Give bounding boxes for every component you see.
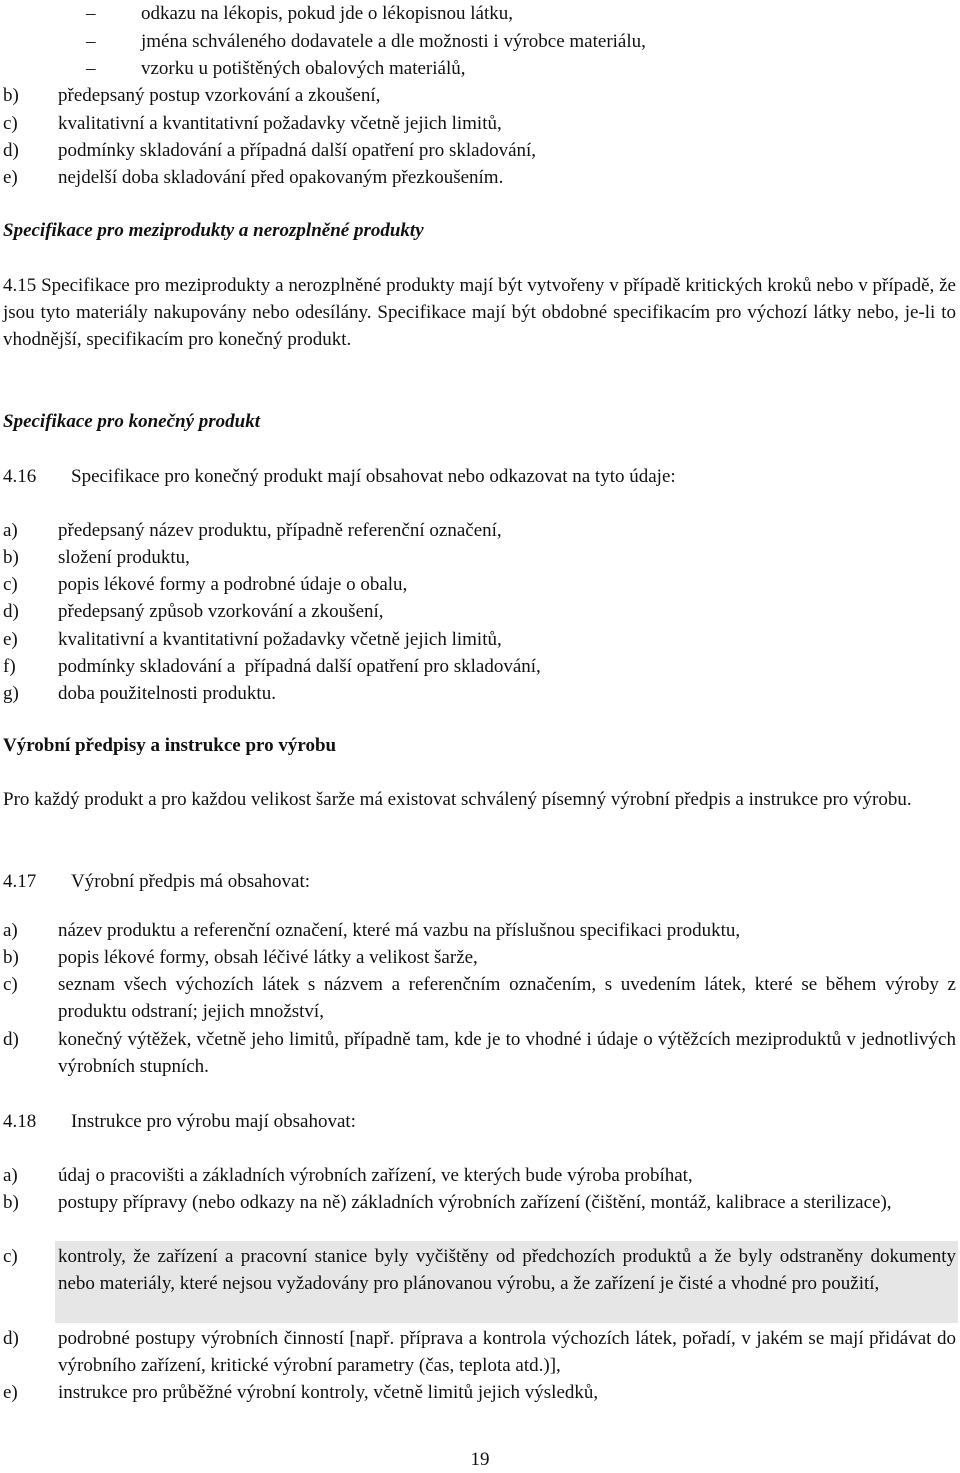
clause-number: 4.17 [3,871,37,892]
page-number: 19 [470,1449,490,1470]
section-heading: Specifikace pro meziprodukty a nerozplněné produkty [3,220,424,241]
list-marker: b) [3,947,19,968]
list-marker: b) [3,85,19,106]
list-marker: b) [3,1192,19,1213]
list-marker: d) [3,601,19,622]
list-text: podrobné postupy výrobních činností [např. příprava a kontrola výchozích látek, pořadí, v jakém se mají přidávat do výrobního zařízení, kritické výrobní parametry (čas, teplota atd.)], [58,1328,956,1376]
list-marker: c) [3,974,18,995]
dash-marker: – [86,31,96,52]
list-text: složení produktu, [58,547,190,568]
clause-text: Instrukce pro výrobu mají obsahovat: [71,1111,356,1132]
list-text: nejdelší doba skladování před opakovaným přezkoušením. [58,167,504,188]
list-text: postupy přípravy (nebo odkazy na ně) základních výrobních zařízení (čištění, montáž, kalibrace a sterilizace), [58,1192,892,1213]
section-heading: Specifikace pro konečný produkt [3,411,261,432]
list-text: konečný výtěžek, včetně jeho limitů, případně tam, kde je to vhodné i údaje o výtěžcích meziproduktů v jednotlivých výrobních stupních. [58,1029,956,1077]
dash-item-text: odkazu na lékopis, pokud jde o lékopisnou látku, [141,3,514,24]
list-marker: e) [3,629,18,650]
list-text: podmínky skladování a případná další opatření pro skladování, [58,656,541,677]
list-marker: a) [3,1165,18,1186]
clause-number: 4.16 [3,466,37,487]
paragraph-production: Pro každý produkt a pro každou velikost šarže má existovat schválený písemný výrobní předpis a instrukce pro výrobu. [3,789,912,810]
list-text: kvalitativní a kvantitativní požadavky včetně jejich limitů, [58,629,502,650]
clause-text: Specifikace pro konečný produkt mají obsahovat nebo odkazovat na tyto údaje: [71,466,676,487]
list-marker: a) [3,920,18,941]
list-text: doba použitelnosti produktu. [58,683,276,704]
list-text: název produktu a referenční označení, které má vazbu na příslušnou specifikaci produktu, [58,920,741,941]
list-marker: d) [3,1029,19,1050]
list-marker: d) [3,1328,19,1349]
dash-item-text: jména schváleného dodavatele a dle možnosti i výrobce materiálu, [141,31,646,52]
paragraph-4-15: 4.15 Specifikace pro meziprodukty a nerozplněné produkty mají být vytvořeny v případě kritických kroků nebo v případě, že jsou tyto materiály nakupovány nebo odesílány. Specifikace mají být obdobné specifikacím pro výchozí látky nebo, je-li to vhodnější, specifikacím pro konečný produkt. [3,275,956,350]
list-text: předepsaný způsob vzorkování a zkoušení, [58,601,384,622]
list-marker: e) [3,167,18,188]
list-marker: c) [3,574,18,595]
list-marker: b) [3,547,19,568]
list-text: údaj o pracovišti a základních výrobních zařízení, ve kterých bude výroba probíhat, [58,1165,693,1186]
clause-number: 4.18 [3,1111,37,1132]
list-text: podmínky skladování a případná další opatření pro skladování, [58,140,537,161]
list-text: popis lékové formy a podrobné údaje o obalu, [58,574,408,595]
list-marker: e) [3,1382,18,1403]
list-marker: a) [3,520,18,541]
list-text: instrukce pro průběžné výrobní kontroly, včetně limitů jejich výsledků, [58,1382,599,1403]
list-text: kvalitativní a kvantitativní požadavky včetně jejich limitů, [58,113,502,134]
dash-item-text: vzorku u potištěných obalových materiálů, [141,58,466,79]
list-text: kontroly, že zařízení a pracovní stanice byly vyčištěny od předchozích produktů a že byly odstraněny dokumenty nebo materiály, které nejsou vyžadovány pro plánovanou výrobu, a že zařízení je čisté a vhodné pro použití, [58,1246,956,1294]
dash-marker: – [86,58,96,79]
list-text: předepsaný postup vzorkování a zkoušení, [58,85,381,106]
list-marker: f) [3,656,16,677]
list-marker: g) [3,683,19,704]
list-marker: d) [3,140,19,161]
clause-text: Výrobní předpis má obsahovat: [71,871,311,892]
dash-marker: – [86,3,96,24]
list-text: popis lékové formy, obsah léčivé látky a velikost šarže, [58,947,478,968]
list-marker: c) [3,113,18,134]
list-marker: c) [3,1246,18,1267]
list-text: seznam všech výchozích látek s názvem a referenčním označením, s uvedením látek, které se během výroby z produktu odstraní; jejich množství, [58,974,956,1022]
list-text: předepsaný název produktu, případně referenční označení, [58,520,502,541]
section-heading: Výrobní předpisy a instrukce pro výrobu [3,735,337,756]
